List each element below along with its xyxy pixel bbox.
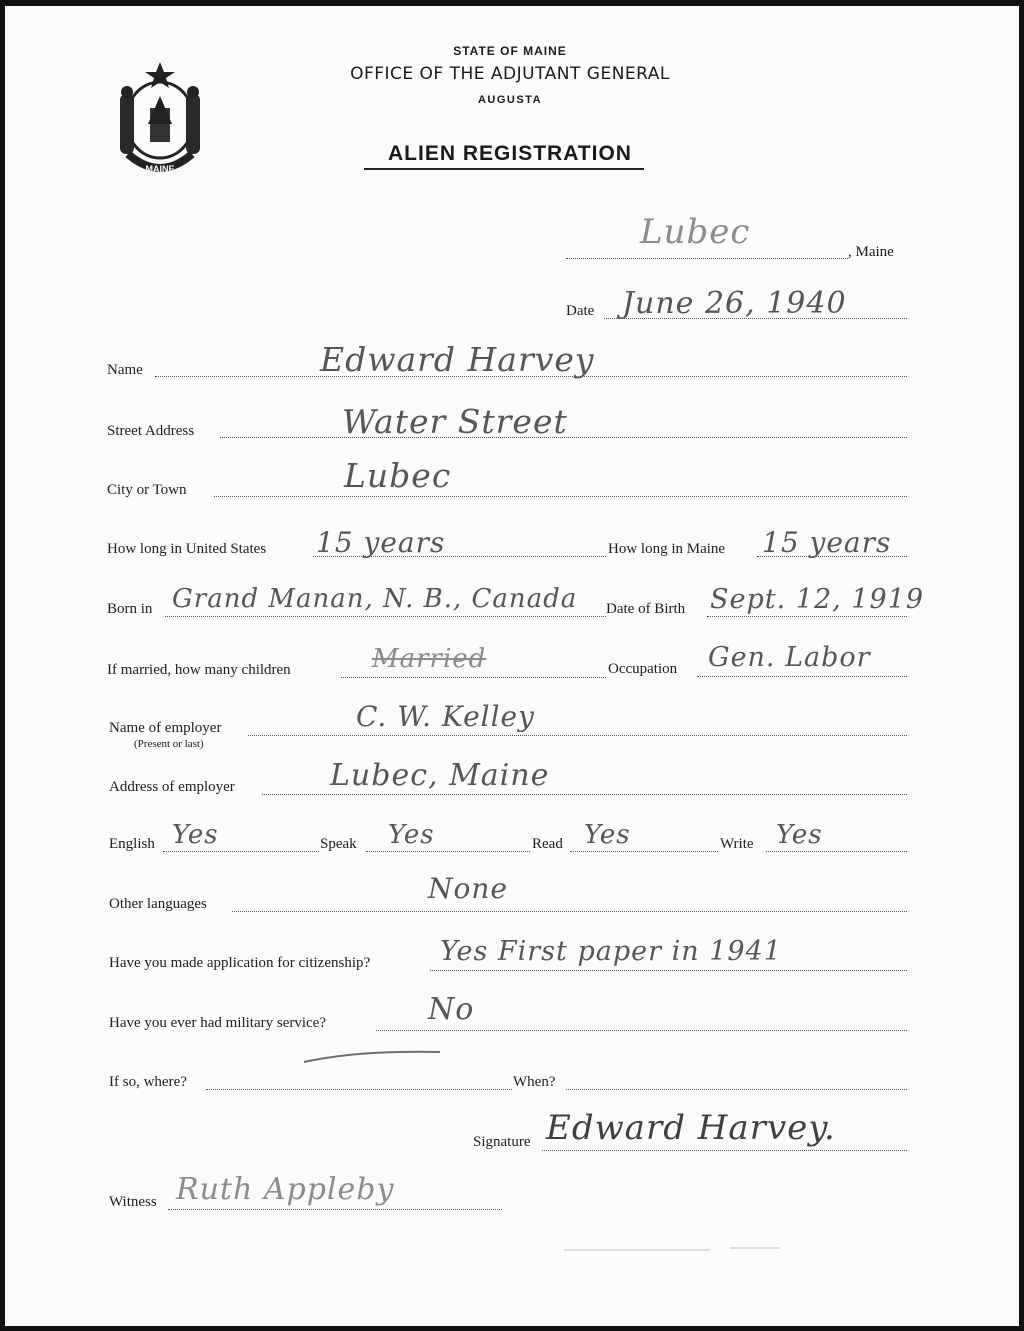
employer-sublabel: (Present or last) [134,738,204,750]
children-label: If married, how many children [107,662,291,678]
pen-stroke [300,1044,450,1068]
speak-line [366,851,530,852]
date-of-birth-label: Date of Birth [606,601,686,617]
read-value: Yes [584,820,631,850]
english-line [163,851,319,852]
witness-value: Ruth Appleby [176,1172,395,1207]
maine-state-seal [106,58,214,182]
other-languages-line [232,911,907,912]
employer-label: Name of employer [109,720,222,736]
date-of-birth-line [707,616,907,617]
witness-label: Witness [109,1194,157,1210]
born-in-label: Born in [107,601,153,617]
faint-stamp-mark [560,1240,790,1256]
scan-border-bottom [0,1326,1024,1331]
military-value: No [428,992,475,1027]
employer-address-line [262,794,907,795]
scan-border-right [1019,0,1024,1331]
where-label: If so, where? [109,1074,187,1090]
seal-ribbon-text: MAINE [145,164,175,174]
city-line [214,496,907,497]
children-value: Married [372,644,487,674]
citizenship-line [430,970,907,971]
town-line [566,258,848,259]
witness-line [168,1209,502,1210]
read-line [570,851,718,852]
date-value: June 26, 1940 [622,286,847,321]
town-value: Lubec [640,212,751,252]
name-label: Name [107,362,143,378]
write-value: Yes [776,820,823,850]
street-address-value: Water Street [342,402,568,441]
city-heading: AUGUSTA [477,94,543,106]
occupation-label: Occupation [608,661,678,677]
citizenship-value: Yes First paper in 1941 [440,936,782,967]
military-label: Have you ever had military service? [109,1015,326,1031]
form-title: ALIEN REGISTRATION [388,142,632,165]
employer-value: C. W. Kelley [356,700,535,733]
when-line [566,1089,907,1090]
street-address-label: Street Address [107,423,195,439]
city-label: City or Town [107,482,187,498]
signature-label: Signature [473,1134,531,1150]
write-label: Write [720,836,754,852]
other-languages-label: Other languages [109,896,207,912]
born-in-value: Grand Manan, N. B., Canada [172,584,578,614]
town-suffix: , Maine [848,244,894,260]
other-languages-value: None [428,872,508,905]
date-label: Date [566,303,595,319]
read-label: Read [532,836,563,852]
born-in-line [165,616,606,617]
speak-label: Speak [320,836,357,852]
name-value: Edward Harvey [320,340,595,379]
english-value: Yes [172,820,219,850]
when-label: When? [513,1074,556,1090]
how-long-us-label: How long in United States [107,541,267,557]
write-line [766,851,907,852]
speak-value: Yes [388,820,435,850]
employer-line [248,735,907,736]
signature-value: Edward Harvey. [546,1108,836,1148]
where-line [206,1089,512,1090]
how-long-us-value: 15 years [316,526,446,559]
scan-border-top [0,0,1024,6]
military-line [376,1030,907,1031]
citizenship-label: Have you made application for citizenship? [109,955,371,971]
scan-border-left [0,0,5,1331]
how-long-maine-label: How long in Maine [608,541,726,557]
occupation-value: Gen. Labor [708,642,871,673]
signature-line [542,1150,907,1151]
employer-address-label: Address of employer [109,779,235,795]
date-of-birth-value: Sept. 12, 1919 [710,584,925,615]
city-value: Lubec [344,456,452,495]
children-line [341,677,606,678]
state-heading: STATE OF MAINE [453,44,567,58]
english-label: English [109,836,155,852]
occupation-line [697,676,907,677]
office-heading: OFFICE OF THE ADJUTANT GENERAL [350,64,670,84]
how-long-maine-value: 15 years [762,526,892,559]
title-underline [364,168,644,170]
employer-address-value: Lubec, Maine [330,758,550,793]
